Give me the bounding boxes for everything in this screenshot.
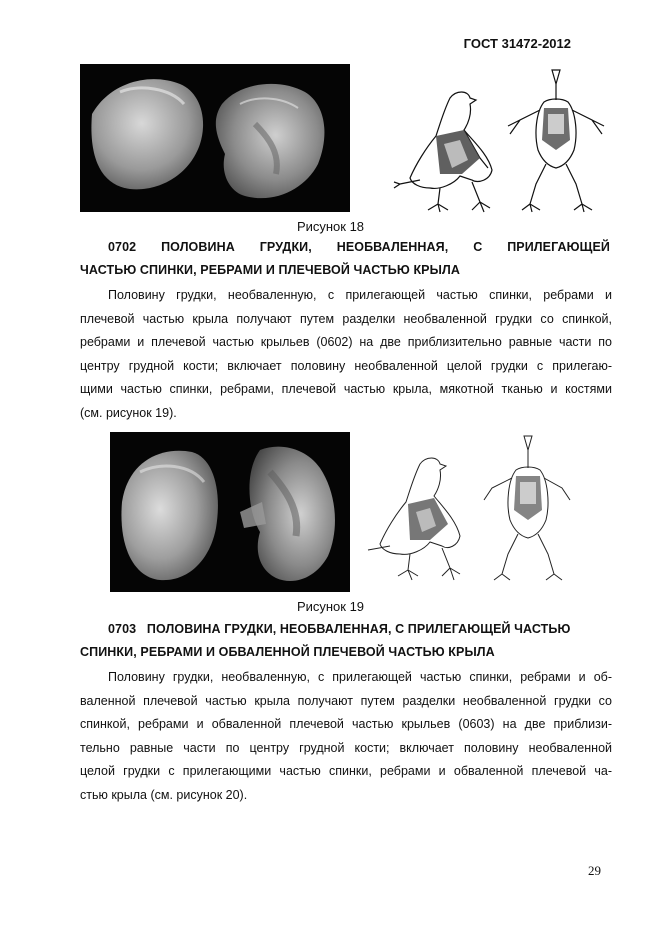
figure-18-caption: Рисунок 18 bbox=[296, 219, 365, 234]
carcass-diagram-18 bbox=[380, 64, 610, 214]
section-0702-paragraph bbox=[80, 284, 612, 426]
standard-number: ГОСТ 31472-2012 bbox=[463, 36, 571, 51]
paragraph-line: ребрами и плечевой частью крыльев (0602) на две приблизительно равные части по bbox=[80, 335, 612, 350]
carcass-diagram-19 bbox=[350, 432, 580, 592]
section-0702-heading-line1 bbox=[80, 236, 610, 259]
paragraph-line: Половину грудки, необваленную, с прилегающей частью спинки, ребрами и об- bbox=[108, 670, 612, 684]
section-0702-heading bbox=[80, 236, 610, 282]
section-0703-paragraph bbox=[80, 666, 612, 808]
heading-word: С bbox=[473, 240, 483, 254]
heading-word: ГРУДКИ, bbox=[259, 240, 312, 254]
breast-half-with-wing-image bbox=[110, 432, 350, 592]
paragraph-line: стью крыла (см. рисунок 20). bbox=[80, 787, 248, 802]
figure-19 bbox=[110, 432, 580, 592]
paragraph-line: (см. рисунок 19). bbox=[80, 405, 177, 420]
section-0703-heading-line2: СПИНКИ, РЕБРАМИ И ОБВАЛЕННОЙ ПЛЕЧЕВОЙ ЧАСТЬЮ КРЫЛА bbox=[80, 645, 495, 659]
section-0702-heading-line2: ЧАСТЬЮ СПИНКИ, РЕБРАМИ И ПЛЕЧЕВОЙ ЧАСТЬЮ КРЫЛА bbox=[80, 263, 460, 277]
section-code: 0702 bbox=[108, 240, 137, 254]
section-0703-heading-line1: 0703 ПОЛОВИНА ГРУДКИ, НЕОБВАЛЕННАЯ, С ПРИЛЕГАЮЩЕЙ ЧАСТЬЮ bbox=[108, 622, 571, 636]
breast-halves-image bbox=[80, 64, 350, 212]
paragraph-line: спинкой, ребрами и обваленной плечевой частью крыльев (0603) на две приблизи- bbox=[80, 717, 612, 732]
figure-19-photo bbox=[110, 432, 350, 592]
heading-word: ПРИЛЕГАЮЩЕЙ bbox=[507, 240, 610, 254]
heading-word: ПОЛОВИНА bbox=[161, 240, 235, 254]
paragraph-line: валенной плечевой частью крыла получают путем разделки необваленной грудки со bbox=[80, 693, 612, 708]
paragraph-line: Половину грудки, необваленную, с прилегающей частью спинки, ребрами и bbox=[108, 288, 612, 302]
heading-word: НЕОБВАЛЕННАЯ, bbox=[336, 240, 449, 254]
section-0703-heading bbox=[80, 618, 610, 664]
paragraph-line: целой грудки с прилегающими частью спинки, ребрами и обваленной плечевой ча- bbox=[80, 764, 612, 779]
paragraph-line: тельно равные части по центру грудной кости; включает половину необваленной bbox=[80, 740, 612, 755]
figure-19-caption: Рисунок 19 bbox=[296, 599, 365, 614]
paragraph-line: плечевой частью крыла получают путем разделки необваленной грудки со спинкой, bbox=[80, 311, 612, 326]
paragraph-line: центру грудной кости; включает половину необваленной целой грудки с прилегаю- bbox=[80, 358, 612, 373]
page-number: 29 bbox=[588, 863, 601, 878]
figure-18 bbox=[80, 64, 610, 214]
paragraph-line: щими частью спинки, ребрами, плечевой частью крыла, мякотной тканью и костями bbox=[80, 382, 612, 397]
figure-18-photo bbox=[80, 64, 350, 212]
